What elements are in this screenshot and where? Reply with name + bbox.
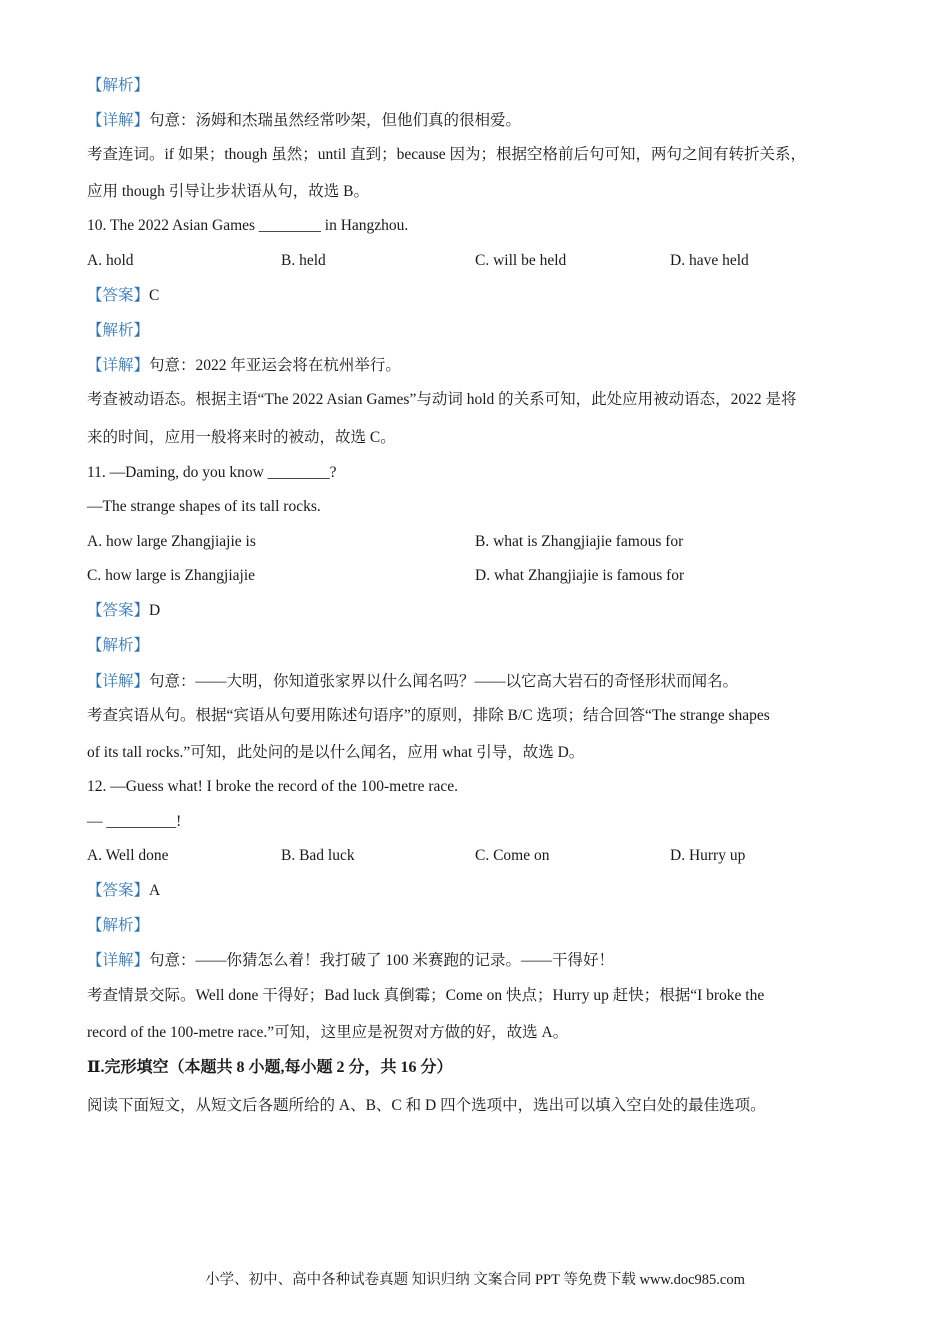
q11-option-a: A. how large Zhangjiajie is xyxy=(87,533,256,550)
answer-tag: 【答案】 xyxy=(87,882,150,899)
detail-line xyxy=(87,951,614,971)
section-title: Ⅱ.完形填空（本题共 8 小题,每小题 2 分，共 16 分） xyxy=(87,1059,453,1076)
section-instruction: 阅读下面短文，从短文后各题所给的 A、B、C 和 D 四个选项中，选出可以填入空白处的最佳选项。 xyxy=(87,1097,766,1114)
explanation-line: 来的时间，应用一般将来时的被动，故选 C。 xyxy=(87,429,396,446)
question-10-stem: 10. The 2022 Asian Games ________ in Hangzhou. xyxy=(87,217,409,234)
q11-option-c: C. how large is Zhangjiajie xyxy=(87,567,256,584)
detail-tag: 【详解】 xyxy=(87,673,150,690)
detail-line xyxy=(87,672,738,692)
page-footer: 小学、初中、高中各种试卷真题 知识归纳 文案合同 PPT 等免费下载 www.doc985.com xyxy=(205,1272,745,1288)
q11-option-b: B. what is Zhangjiajie famous for xyxy=(475,533,684,550)
q10-option-b: B. held xyxy=(281,252,326,269)
question-12-stem: 12. —Guess what! I broke the record of the 100-metre race. xyxy=(87,778,458,795)
explanation-line: 考查情景交际。Well done 干得好；Bad luck 真倒霉；Come on 快点；Hurry up 赶快；根据“I broke the xyxy=(87,987,765,1004)
answer-value: A xyxy=(149,882,161,899)
detail-tag: 【详解】 xyxy=(87,112,150,129)
analysis-tag: 【解析】 xyxy=(87,322,150,339)
analysis-tag: 【解析】 xyxy=(87,637,150,654)
analysis-tag: 【解析】 xyxy=(87,917,150,934)
question-11-stem: 11. —Daming, do you know ________? xyxy=(87,464,337,481)
answer-value: D xyxy=(149,602,161,619)
question-12-reply: — _________! xyxy=(87,813,182,830)
answer-tag: 【答案】 xyxy=(87,287,150,304)
explanation-line: 考查被动语态。根据主语“The 2022 Asian Games”与动词 hold 的关系可知，此处应用被动语态，2022 是将 xyxy=(87,391,797,408)
q11-answer xyxy=(87,601,160,621)
q10-option-d: D. have held xyxy=(670,252,749,269)
q11-option-d: D. what Zhangjiajie is famous for xyxy=(475,567,685,584)
explanation-line: of its tall rocks.”可知，此处问的是以什么闻名，应用 what 引导，故选 D。 xyxy=(87,744,585,761)
detail-tag: 【详解】 xyxy=(87,357,150,374)
explanation-line: 考查宾语从句。根据“宾语从句要用陈述句语序”的原则，排除 B/C 选项；结合回答“The strange shapes xyxy=(87,707,770,724)
detail-line xyxy=(87,111,521,131)
q12-option-a: A. Well done xyxy=(87,847,169,864)
q12-answer xyxy=(87,881,160,901)
answer-tag: 【答案】 xyxy=(87,602,150,619)
detail-text: 句意：——大明，你知道张家界以什么闻名吗？——以它高大岩石的奇怪形状而闻名。 xyxy=(149,673,739,690)
explanation-line: record of the 100-metre race.”可知，这里应是祝贺对方做的好，故选 A。 xyxy=(87,1024,569,1041)
answer-value: C xyxy=(149,287,160,304)
question-11-reply: —The strange shapes of its tall rocks. xyxy=(87,498,321,515)
analysis-tag: 【解析】 xyxy=(87,77,150,94)
detail-text: 句意：汤姆和杰瑞虽然经常吵架，但他们真的很相爱。 xyxy=(149,112,522,129)
q10-answer xyxy=(87,286,159,306)
q10-option-c: C. will be held xyxy=(475,252,567,269)
detail-tag: 【详解】 xyxy=(87,952,150,969)
q12-option-b: B. Bad luck xyxy=(281,847,355,864)
explanation-line: 考查连词。if 如果；though 虽然；until 直到；because 因为；根据空格前后句可知，两句之间有转折关系， xyxy=(87,146,806,163)
q12-option-d: D. Hurry up xyxy=(670,847,746,864)
detail-line xyxy=(87,356,401,376)
q12-option-c: C. Come on xyxy=(475,847,550,864)
detail-text: 句意：2022 年亚运会将在杭州举行。 xyxy=(149,357,401,374)
detail-text: 句意：——你猜怎么着！我打破了 100 米赛跑的记录。——干得好！ xyxy=(149,952,615,969)
explanation-line: 应用 though 引导让步状语从句，故选 B。 xyxy=(87,183,370,200)
q10-option-a: A. hold xyxy=(87,252,134,269)
